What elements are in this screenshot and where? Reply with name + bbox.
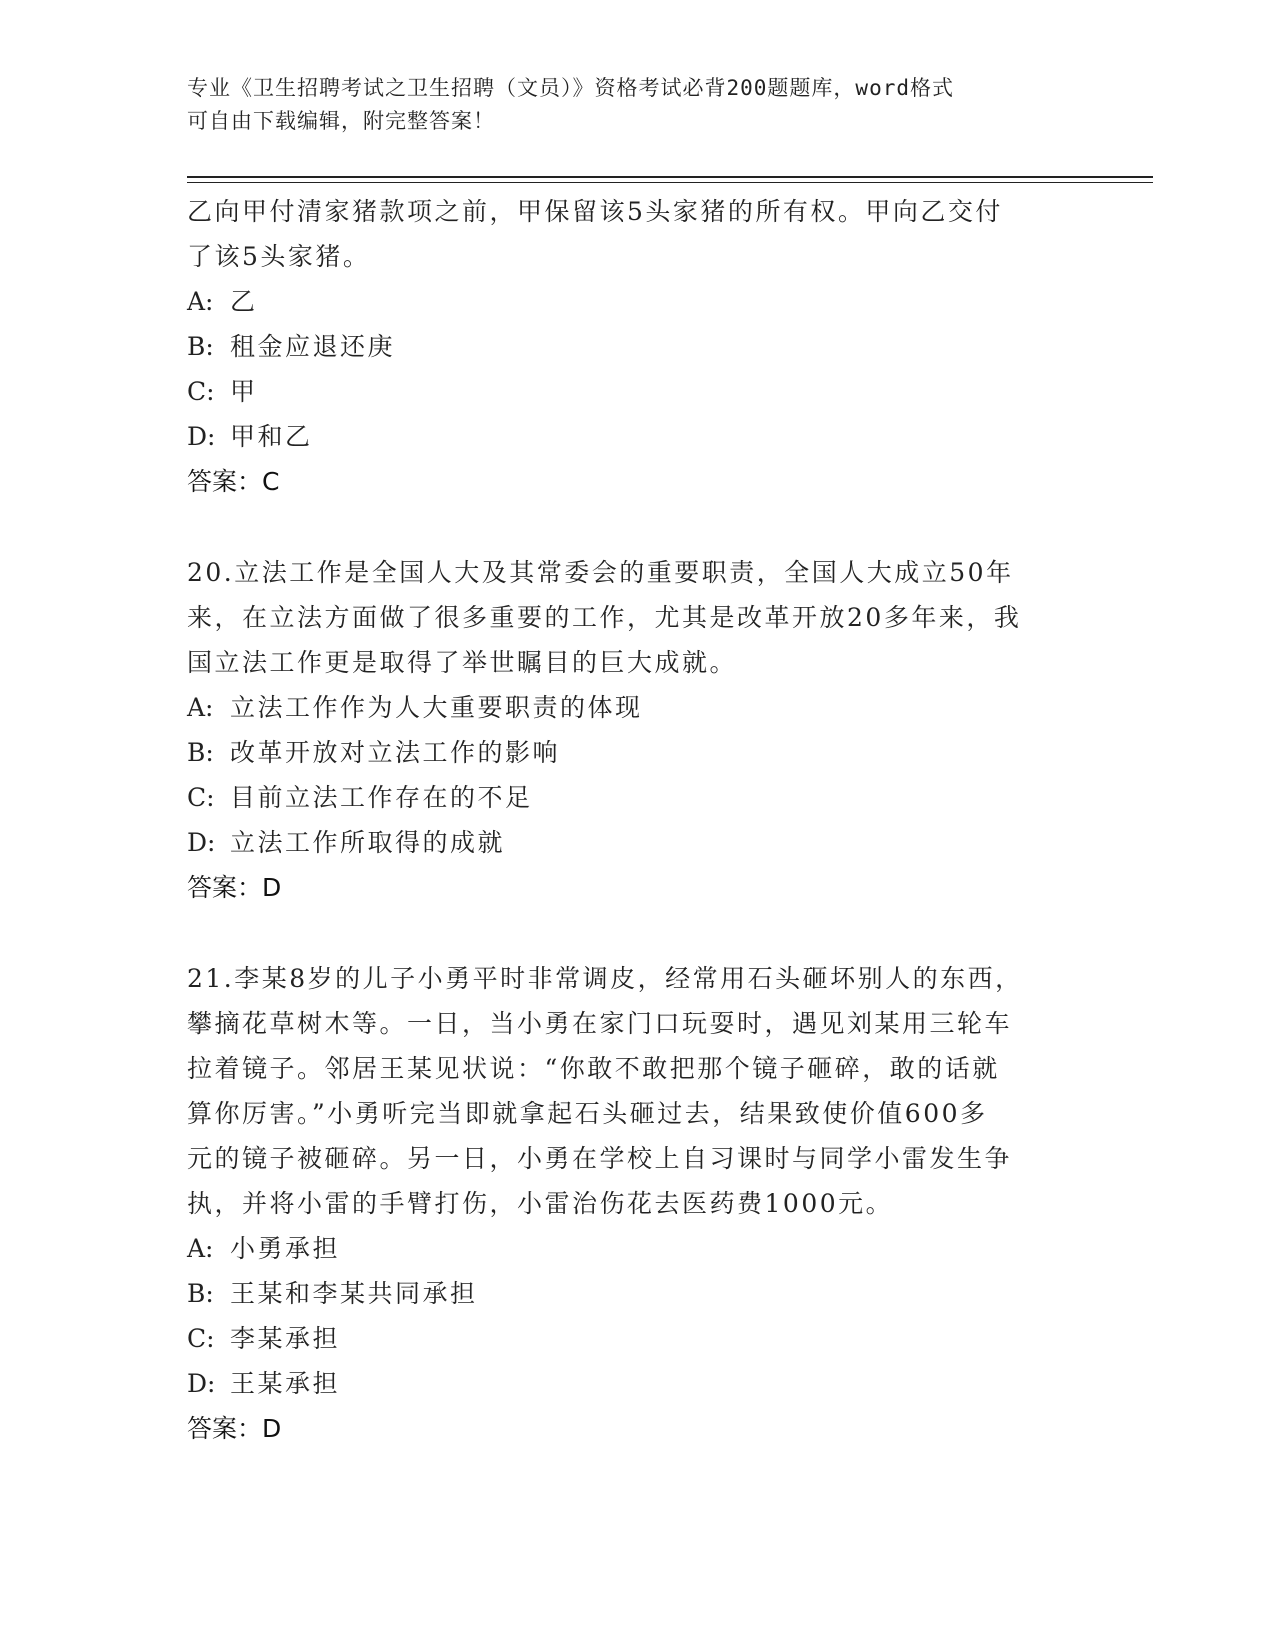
question-stem-line: 21.李某8岁的儿子小勇平时非常调皮，经常用石头砸坏别人的东西， bbox=[187, 964, 1023, 993]
option-text: 租金应退还庚 bbox=[230, 332, 396, 361]
option-key: A: bbox=[187, 287, 214, 316]
option-text: 立法工作作为人大重要职责的体现 bbox=[230, 693, 643, 722]
header-rule-thin bbox=[187, 182, 1153, 183]
option-key: A: bbox=[187, 1234, 214, 1263]
header-title-line-2: 可自由下载编辑，附完整答案！ bbox=[187, 109, 495, 133]
option-d bbox=[187, 414, 1087, 459]
option-text: 改革开放对立法工作的影响 bbox=[230, 738, 561, 767]
option-key: C: bbox=[187, 377, 215, 406]
option-text: 立法工作所取得的成就 bbox=[230, 828, 506, 857]
question-21 bbox=[187, 956, 1087, 1451]
header-title-line-1: 专业《卫生招聘考试之卫生招聘（文员）》资格考试必背200题题库，word格式 bbox=[187, 76, 954, 100]
option-key: D: bbox=[187, 828, 216, 857]
question-stem-line: 执，并将小雷的手臂打伤，小雷治伤花去医药费1000元。 bbox=[187, 1189, 894, 1218]
option-a bbox=[187, 1226, 1087, 1271]
option-key: A: bbox=[187, 693, 214, 722]
option-key: B: bbox=[187, 332, 214, 361]
option-key: B: bbox=[187, 1279, 214, 1308]
option-key: D: bbox=[187, 1369, 216, 1398]
option-a bbox=[187, 279, 1087, 324]
option-c bbox=[187, 369, 1087, 414]
option-a bbox=[187, 685, 1087, 730]
option-text: 王某承担 bbox=[230, 1369, 341, 1398]
answer-line: 答案：D bbox=[187, 873, 282, 902]
question-stem-line: 国立法工作更是取得了举世瞩目的巨大成就。 bbox=[187, 648, 738, 677]
answer-line: 答案：C bbox=[187, 467, 280, 496]
option-text: 乙 bbox=[230, 287, 258, 316]
header-rule-thick bbox=[187, 176, 1153, 178]
question-stem-line: 来，在立法方面做了很多重要的工作，尤其是改革开放20多年来，我 bbox=[187, 603, 1022, 632]
question-stem-line: 元的镜子被砸碎。另一日，小勇在学校上自习课时与同学小雷发生争 bbox=[187, 1144, 1013, 1173]
option-b bbox=[187, 1271, 1087, 1316]
option-text: 小勇承担 bbox=[230, 1234, 341, 1263]
option-text: 目前立法工作存在的不足 bbox=[230, 783, 533, 812]
question-19 bbox=[187, 189, 1087, 504]
option-text: 王某和李某共同承担 bbox=[230, 1279, 478, 1308]
option-c bbox=[187, 775, 1087, 820]
option-d bbox=[187, 1361, 1087, 1406]
option-b bbox=[187, 730, 1087, 775]
question-stem-line: 算你厉害。”小勇听完当即就拿起石头砸过去，结果致使价值600多 bbox=[187, 1099, 988, 1128]
option-text: 甲 bbox=[230, 377, 258, 406]
answer-line: 答案：D bbox=[187, 1414, 282, 1443]
question-stem-line: 乙向甲付清家猪款项之前，甲保留该5头家猪的所有权。甲向乙交付 bbox=[187, 197, 1003, 226]
document-content bbox=[187, 189, 1087, 1451]
option-b bbox=[187, 324, 1087, 369]
option-d bbox=[187, 820, 1087, 865]
question-stem-line: 拉着镜子。邻居王某见状说：“你敢不敢把那个镜子砸碎，敢的话就 bbox=[187, 1054, 1000, 1083]
question-20 bbox=[187, 550, 1087, 910]
question-stem-line: 20.立法工作是全国人大及其常委会的重要职责，全国人大成立50年 bbox=[187, 558, 1014, 587]
option-c bbox=[187, 1316, 1087, 1361]
document-header bbox=[187, 72, 1087, 138]
option-key: D: bbox=[187, 422, 216, 451]
option-text: 李某承担 bbox=[230, 1324, 341, 1353]
option-text: 甲和乙 bbox=[230, 422, 313, 451]
question-stem-line: 攀摘花草树木等。一日，当小勇在家门口玩耍时，遇见刘某用三轮车 bbox=[187, 1009, 1013, 1038]
question-stem-line: 了该5头家猪。 bbox=[187, 242, 371, 271]
option-key: C: bbox=[187, 783, 215, 812]
option-key: B: bbox=[187, 738, 214, 767]
option-key: C: bbox=[187, 1324, 215, 1353]
